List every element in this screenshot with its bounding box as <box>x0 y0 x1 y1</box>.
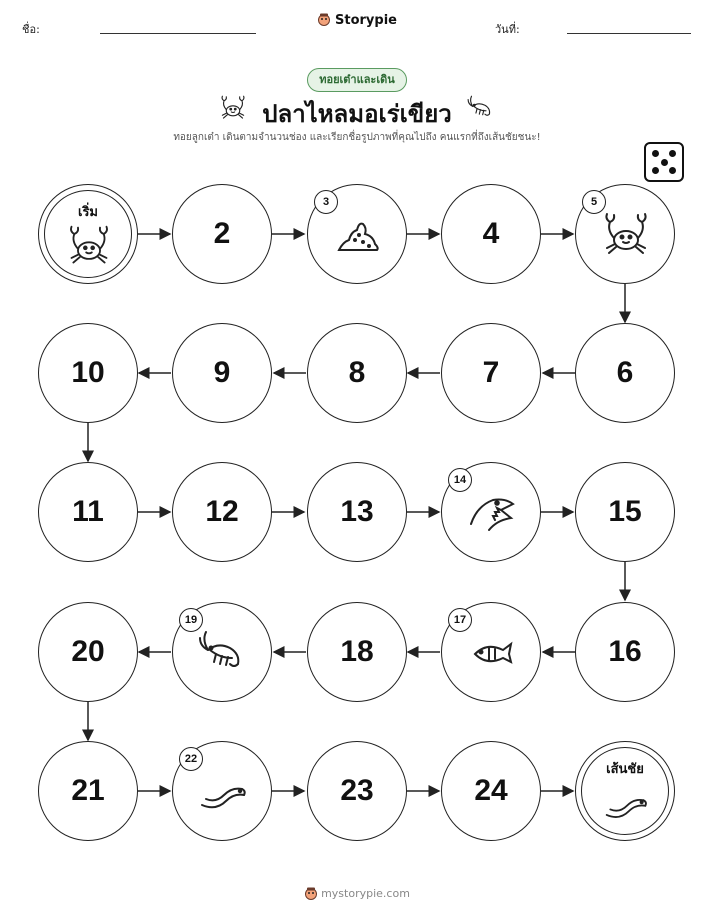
date-label: วันที่: <box>495 23 520 36</box>
eel-mouth-icon <box>467 488 517 538</box>
board-space: 11 <box>38 462 138 562</box>
board-space <box>172 741 272 841</box>
start-label: เริ่ม <box>78 205 98 220</box>
finish-space <box>575 741 675 841</box>
brand-name: Storypie <box>335 13 397 28</box>
game-type-badge: ทอยเต๋าและเดิน <box>307 68 407 92</box>
crab-icon <box>601 210 651 260</box>
board-space <box>441 602 541 702</box>
storypie-logo-icon <box>304 886 318 903</box>
board-space <box>172 602 272 702</box>
board-space: 24 <box>441 741 541 841</box>
instructions: ทอยลูกเต๋า เดินตามจำนวนช่อง และเรียกชื่อรูปภาพที่คุณไปถึง คนแรกที่ถึงเส้นชัยชนะ! <box>173 132 541 143</box>
board-space: 9 <box>172 323 272 423</box>
sand-pile-icon <box>333 210 383 260</box>
board-space: 13 <box>307 462 407 562</box>
page-title: ปลาไหลมอเร่เขียว <box>262 100 452 128</box>
space-number-badge: 5 <box>582 190 606 214</box>
board-space: 8 <box>307 323 407 423</box>
board-space: 10 <box>38 323 138 423</box>
space-number-badge: 17 <box>448 608 472 632</box>
space-number-badge: 19 <box>179 608 203 632</box>
board-space: 20 <box>38 602 138 702</box>
footer <box>0 886 714 903</box>
board-space: 18 <box>307 602 407 702</box>
board-space: 16 <box>575 602 675 702</box>
crab-icon <box>66 223 112 269</box>
footer-url[interactable]: mystorypie.com <box>321 887 410 900</box>
board-space <box>441 462 541 562</box>
board-space <box>307 184 407 284</box>
eel-icon <box>603 780 649 826</box>
board-space: 12 <box>172 462 272 562</box>
board-space: 2 <box>172 184 272 284</box>
board-space: 21 <box>38 741 138 841</box>
name-label: ชื่อ: <box>22 23 40 36</box>
board-space <box>575 184 675 284</box>
start-space <box>38 184 138 284</box>
space-number-badge: 22 <box>179 747 203 771</box>
space-number-badge: 3 <box>314 190 338 214</box>
fish-icon <box>467 628 517 678</box>
board-space: 23 <box>307 741 407 841</box>
board-space: 6 <box>575 323 675 423</box>
space-number-badge: 14 <box>448 468 472 492</box>
finish-label: เส้นชัย <box>606 762 644 777</box>
board-space: 15 <box>575 462 675 562</box>
board-space: 7 <box>441 323 541 423</box>
eel-icon <box>198 767 248 817</box>
board-space: 4 <box>441 184 541 284</box>
shrimp-icon <box>198 628 248 678</box>
